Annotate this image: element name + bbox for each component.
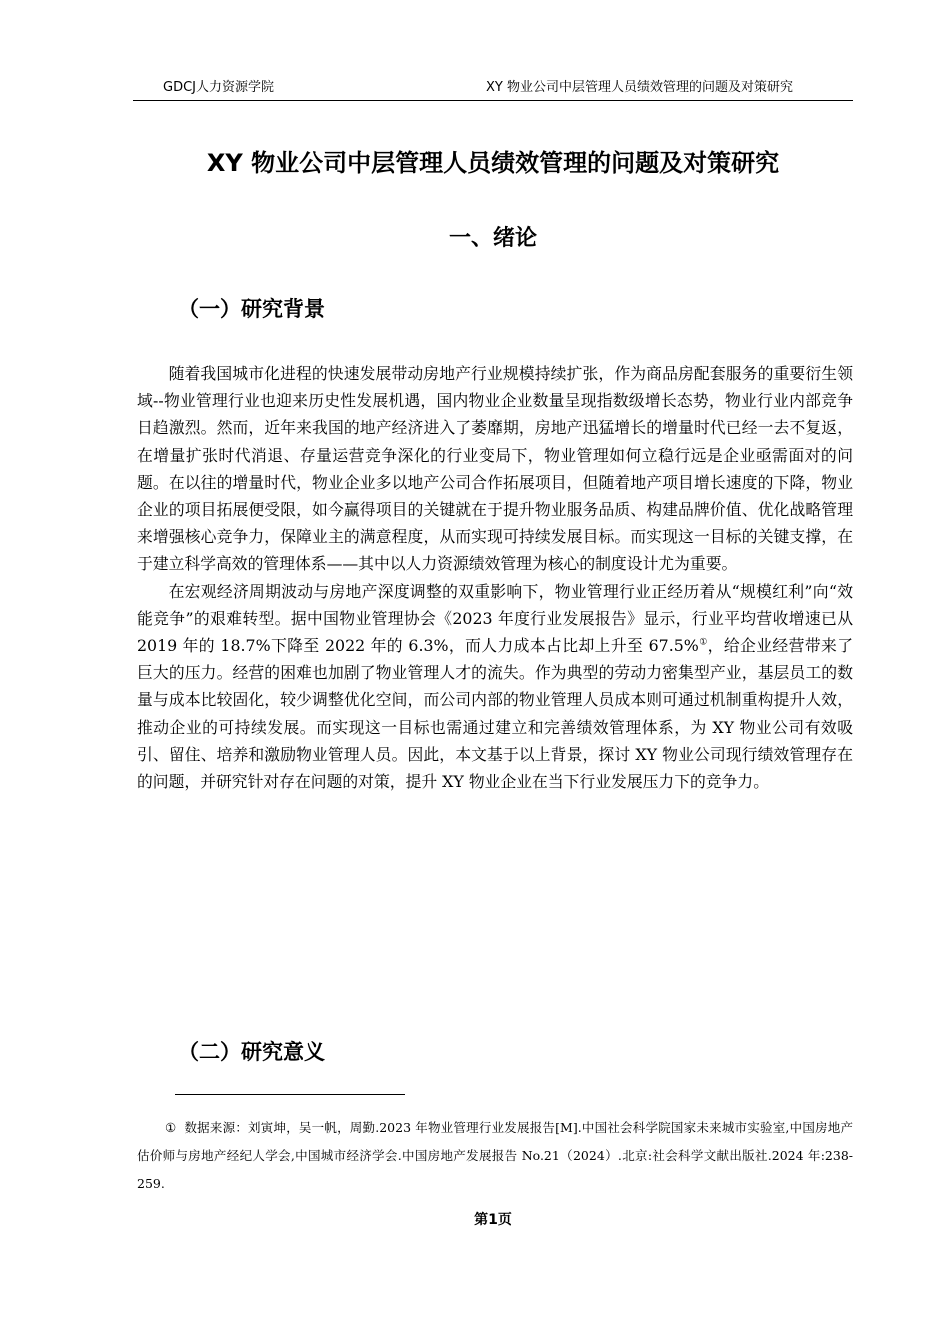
footnote-marker: ① — [165, 1120, 177, 1135]
body-paragraph — [137, 578, 853, 796]
header-divider — [133, 100, 853, 101]
chapter-heading: 一、绪论 — [448, 226, 537, 251]
body-paragraph-part: 在宏观经济周期波动与房地产深度调整的双重影响下，物业管理行业正经历着从“规模红利”向“效能竞争”的艰难转型。据中国物业管理协会《2023 年度行业发展报告》显示，行业平均营收增速已从 2019 年的 18.7%下降至 2022 年的 6.3%，而人力成本占比却上升至 67.5% — [137, 581, 853, 656]
body-paragraph: 随着我国城市化进程的快速发展带动房地产行业规模持续扩张，作为商品房配套服务的重要衍生领域--物业管理行业也迎来历史性发展机遇，国内物业企业数量呈现指数级增长态势，物业行业内部竞争日趋激烈。然而，近年来我国的地产经济进入了萎靡期，房地产迅猛增长的增量时代已经一去不复返，在增量扩张时代消退、存量运营竞争深化的行业变局下，物业管理如何立稳行远是企业亟需面对的问题。在以往的增量时代，物业企业多以地产公司合作拓展项目，但随着地产项目增长速度的下降，物业企业的项目拓展便受限，如今赢得项目的关键就在于提升物业服务品质、构建品牌价值、优化战略管理来增强核心竞争力，保障业主的满意程度，从而实现可持续发展目标。而实现这一目标的关键支撑，在于建立科学高效的管理体系——其中以人力资源绩效管理为核心的制度设计尤为重要。 — [137, 364, 853, 574]
page-number: 第1页 — [474, 1212, 512, 1228]
body-paragraph-part: ，给企业经营带来了巨大的压力。经营的困难也加剧了物业管理人才的流失。作为典型的劳动力密集型产业，基层员工的数量与成本比较固化，较少调整优化空间，而公司内部的物业管理人员成本则可通过机制重构提升人效，推动企业的可持续发展。而实现这一目标也需通过建立和完善绩效管理体系，为 XY 物业公司有效吸引、留住、培养和激励物业管理人员。因此，本文基于以上背景，探讨 XY 物业公司现行绩效管理存在的问题，并研究针对存在问题的对策，提升 XY 物业企业在当下行业发展压力下的竞争力。 — [137, 636, 853, 792]
section-heading-significance: （二）研究意义 — [178, 1040, 325, 1064]
paper-title: XY 物业公司中层管理人员绩效管理的问题及对策研究 — [206, 149, 780, 177]
background-body — [137, 360, 853, 795]
running-header-right: XY 物业公司中层管理人员绩效管理的问题及对策研究 — [486, 80, 793, 95]
running-header-left: GDCJ人力资源学院 — [163, 80, 274, 95]
footnote-text: 数据来源：刘寅坤，吴一帆，周勤.2023 年物业管理行业发展报告[M].中国社会科学院国家未来城市实验室,中国房地产估价师与房地产经纪人学会,中国城市经济学会.中国房地产发展报告 No.21（2024）.北京:社会科学文献出版社.2024 年:238-259. — [137, 1120, 853, 1191]
footnote-reference: ① — [698, 637, 708, 648]
section-heading-background: （一）研究背景 — [178, 297, 325, 321]
footnote — [137, 1114, 853, 1198]
footnote-divider — [175, 1094, 405, 1095]
